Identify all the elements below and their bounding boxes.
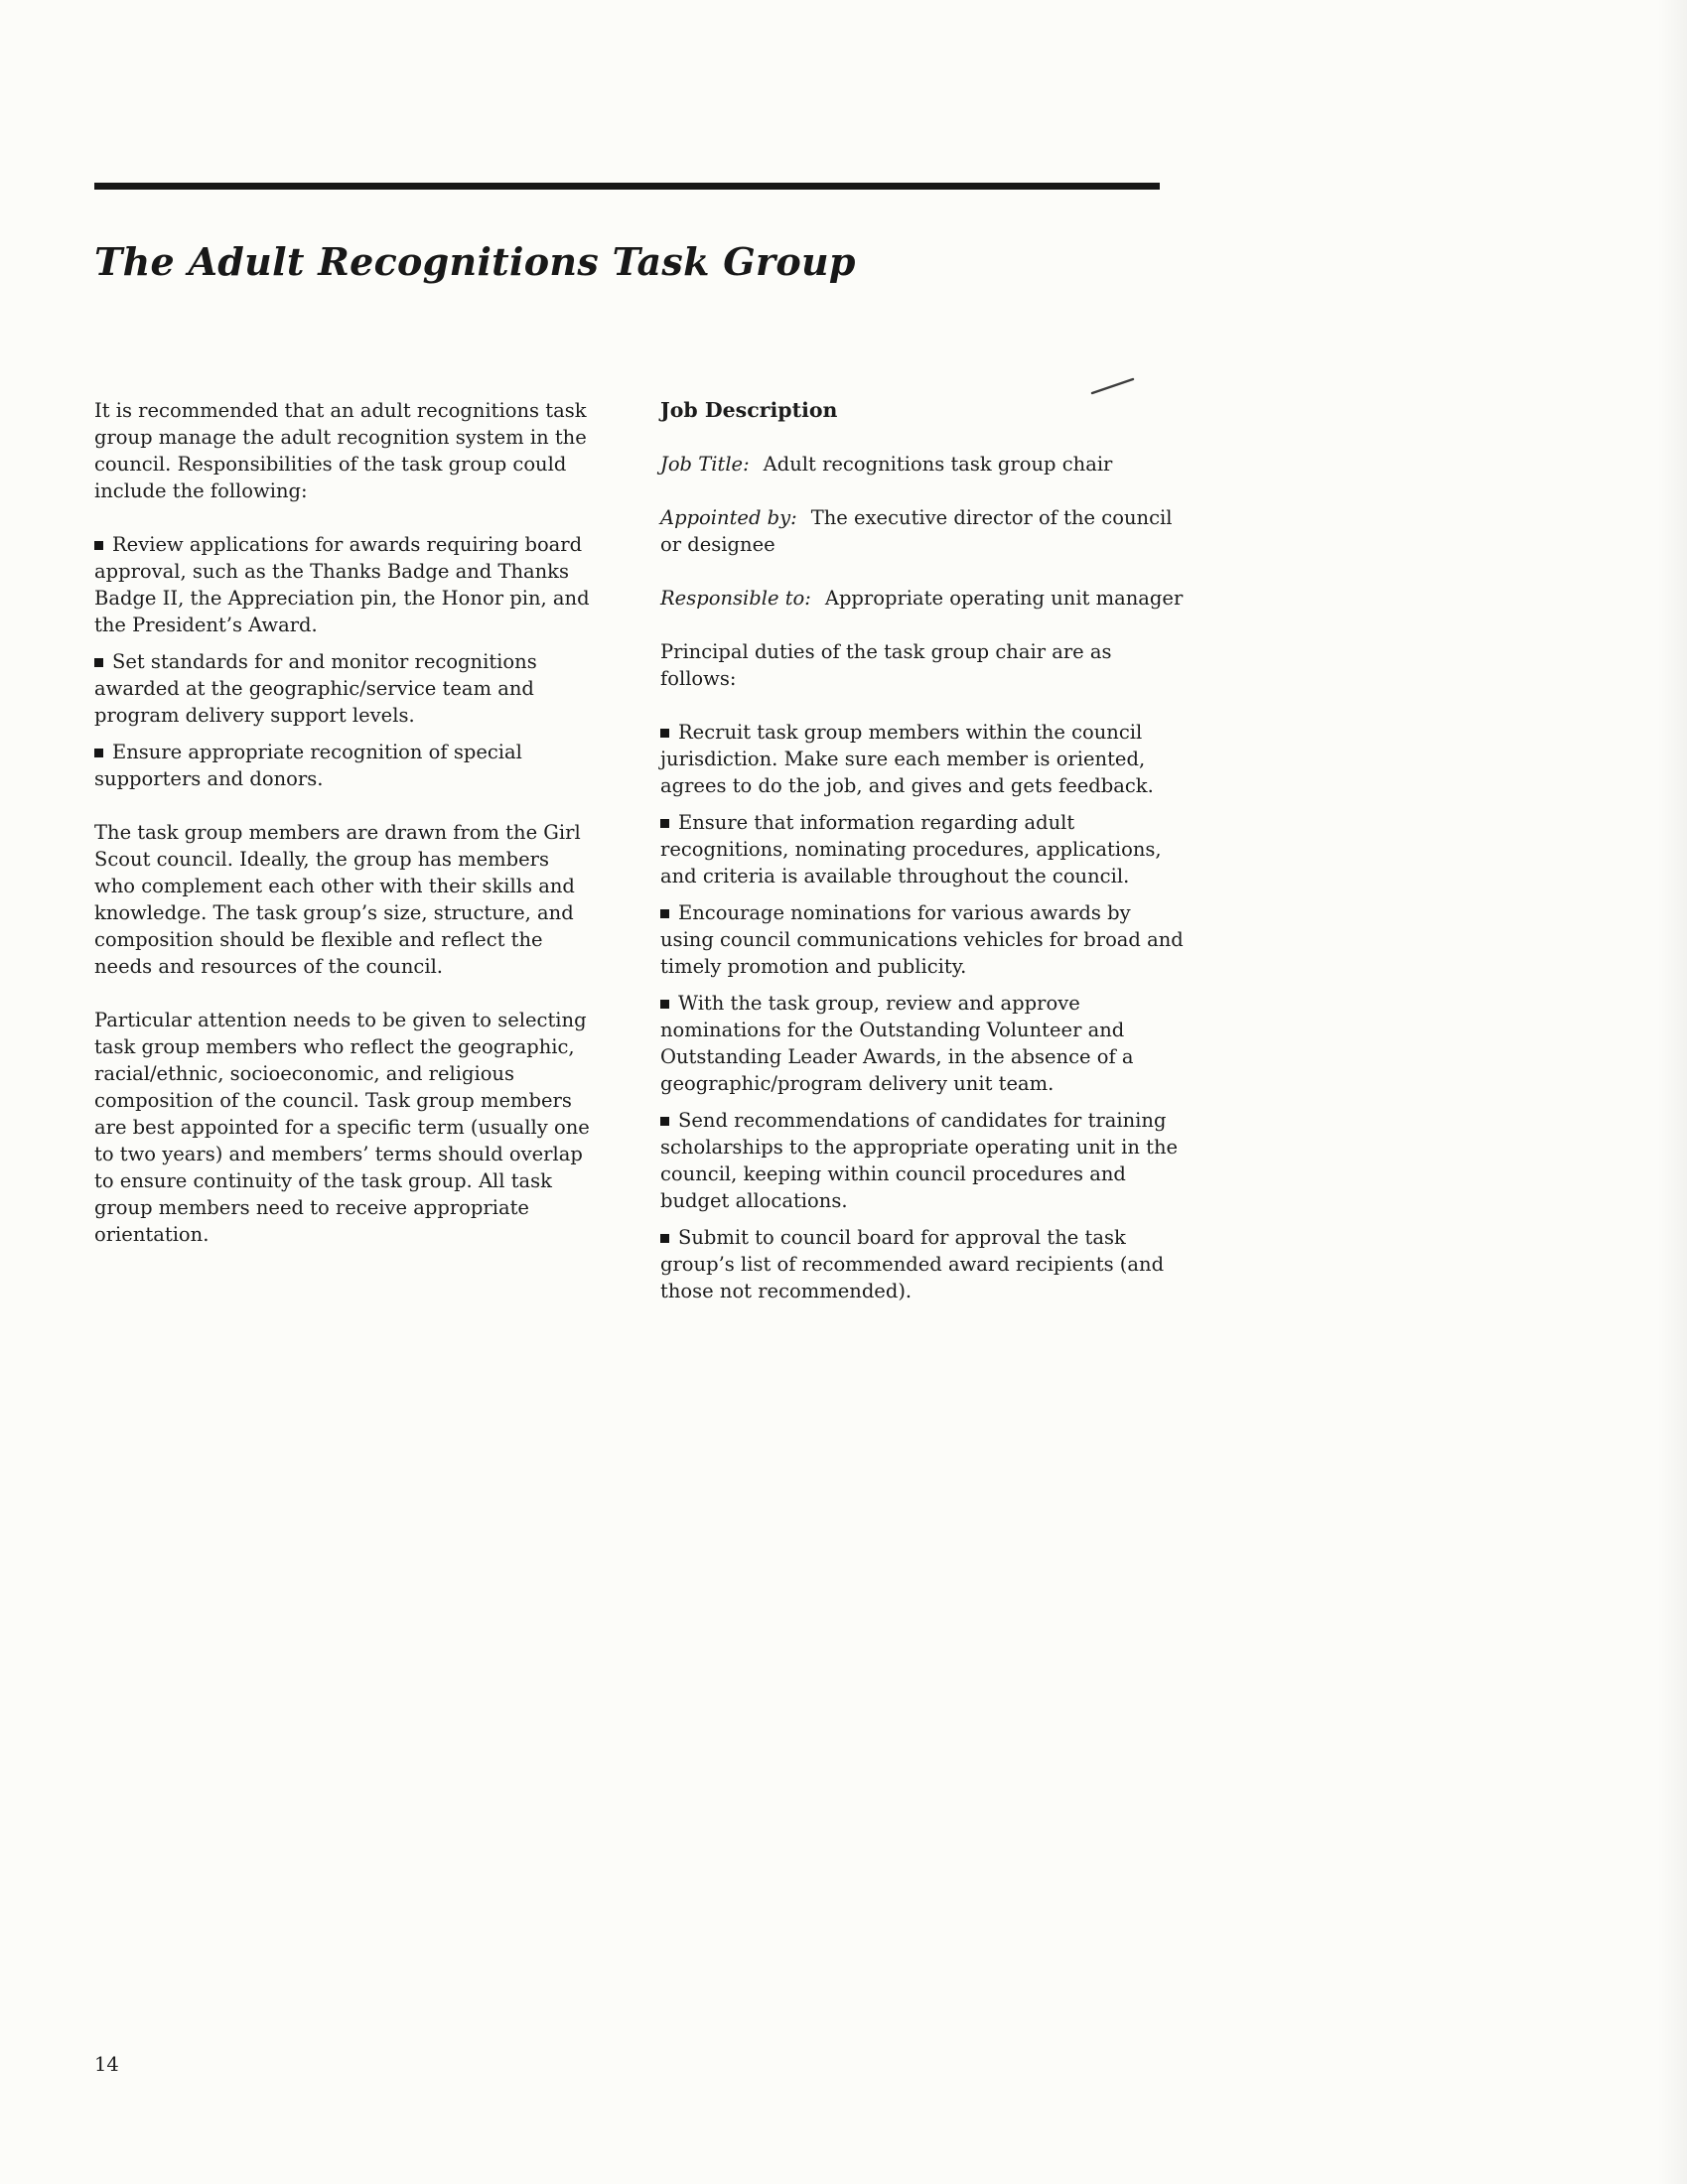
bullet-square-icon <box>660 729 669 738</box>
job-description-heading: Job Description <box>660 398 838 422</box>
pen-stroke-mark <box>1090 377 1136 395</box>
bullet-square-icon <box>660 819 669 828</box>
responsible-to-field <box>660 585 1185 612</box>
bullet-square-icon <box>660 909 669 918</box>
list-item <box>660 990 1185 1097</box>
bullet-square-icon <box>94 541 103 550</box>
list-item <box>660 809 1185 889</box>
page-title: The Adult Recognitions Task Group <box>94 239 856 285</box>
bullet-text: Send recommendations of candidates for training scholarships to the appropriate operating unit in the council, keeping within council procedures and budget allocations. <box>660 1109 1179 1212</box>
bullet-square-icon <box>660 1117 669 1126</box>
bullet-square-icon <box>94 658 103 667</box>
bullet-text: Encourage nominations for various awards by using council communications vehicles for broad and timely promotion and publicity. <box>660 901 1184 978</box>
intro-paragraph: It is recommended that an adult recognitions task group manage the adult recognition system in the council. Responsibilities of the task group could include the following: <box>94 399 587 502</box>
list-item <box>94 739 591 792</box>
bullet-text: Submit to council board for approval the task group’s list of recommended award recipients (and those not recommended). <box>660 1226 1165 1302</box>
field-label: Appointed by: <box>660 506 797 529</box>
selection-paragraph: Particular attention needs to be given to selecting task group members who reflect the geographic, racial/ethnic, socioeconomic, and religious composition of the council. Task group members are best appointed for a specific term (usually one to two years) and members’ terms should overlap to ensure continuity of the task group. All task group members need to receive appropriate orientation. <box>94 1009 590 1246</box>
right-column <box>660 397 1185 1331</box>
list-item <box>660 899 1185 980</box>
page-number: 14 <box>94 2053 119 2076</box>
bullet-text: Review applications for awards requiring board approval, such as the Thanks Badge and Thanks Badge II, the Appreciation pin, the Honor pin, and the President’s Award. <box>94 533 590 636</box>
bullet-square-icon <box>94 749 103 757</box>
members-paragraph: The task group members are drawn from the Girl Scout council. Ideally, the group has members who complement each other with their skills and knowledge. The task group’s size, structure, and composition should be flexible and reflect the needs and resources of the council. <box>94 821 581 978</box>
bullet-text: Recruit task group members within the council jurisdiction. Make sure each member is oriented, agrees to do the job, and gives and gets feedback. <box>660 721 1154 797</box>
field-label: Responsible to: <box>660 587 811 610</box>
appointed-by-field <box>660 504 1185 558</box>
list-item <box>94 648 591 729</box>
list-item <box>94 531 591 638</box>
bullet-square-icon <box>660 1234 669 1243</box>
job-title-field <box>660 451 1185 478</box>
duties-list <box>660 719 1185 1304</box>
bullet-square-icon <box>660 1000 669 1009</box>
bullet-text: Ensure that information regarding adult recognitions, nominating procedures, applications, and criteria is available throughout the council. <box>660 811 1162 887</box>
bullet-text: Set standards for and monitor recognitions awarded at the geographic/service team and program delivery support levels. <box>94 650 537 727</box>
bullet-text: Ensure appropriate recognition of special supporters and donors. <box>94 741 522 790</box>
field-value: Adult recognitions task group chair <box>763 453 1113 476</box>
duties-intro-paragraph: Principal duties of the task group chair are as follows: <box>660 640 1112 690</box>
field-value: Appropriate operating unit manager <box>824 587 1184 610</box>
bullet-text: With the task group, review and approve nominations for the Outstanding Volunteer and Outstanding Leader Awards, in the absence of a geographic/program delivery unit team. <box>660 992 1134 1095</box>
list-item <box>660 1224 1185 1304</box>
field-label: Job Title: <box>660 453 750 476</box>
list-item <box>660 1107 1185 1214</box>
header-rule <box>94 183 1160 190</box>
list-item <box>660 719 1185 799</box>
responsibilities-list <box>94 531 591 792</box>
field-value: The executive director of the council or designee <box>660 506 1173 556</box>
left-column <box>94 397 591 1275</box>
